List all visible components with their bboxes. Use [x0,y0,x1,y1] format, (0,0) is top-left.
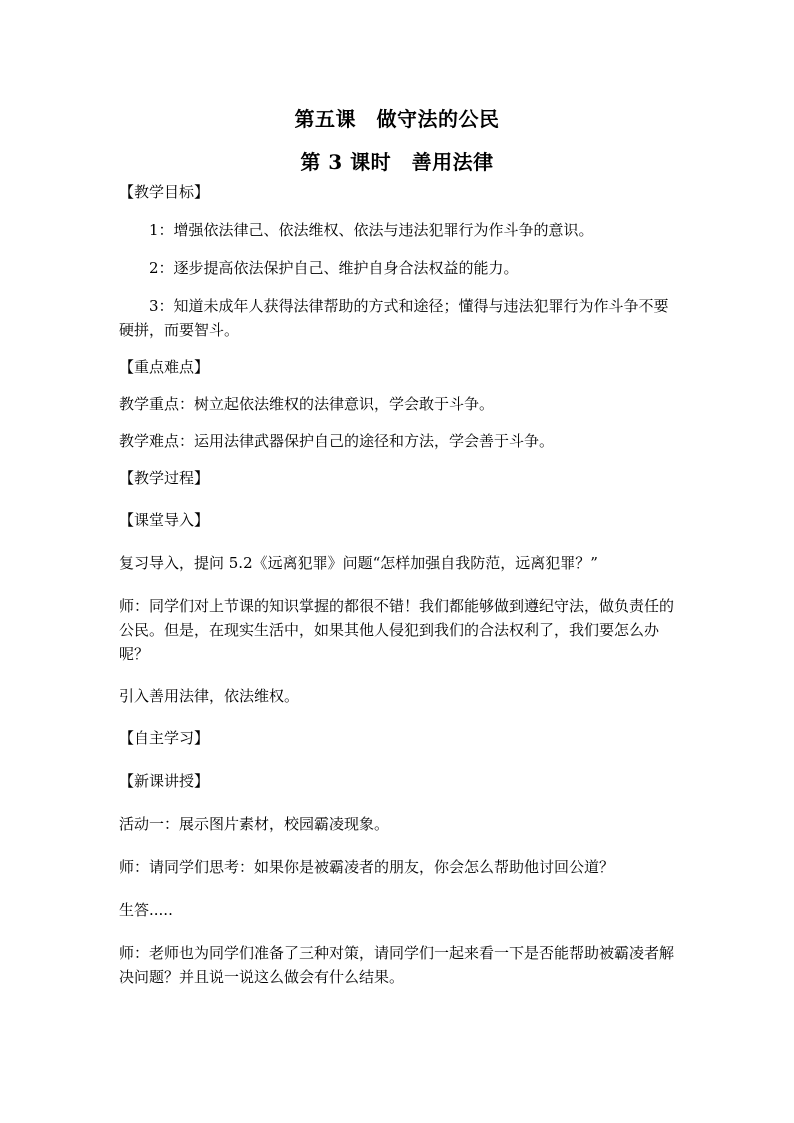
section-heading-key-points: 【重点难点】 [119,358,210,376]
lesson-subtitle: 第 3 课时 善用法律 [300,150,494,174]
key-point: 教学重点：树立起依法维权的法律意识，学会敢于斗争。 [119,395,495,413]
difficult-point: 教学难点：运用法律武器保护自己的途径和方法，学会善于斗争。 [119,432,555,450]
student-answer: 生答..... [119,901,173,919]
section-heading-self-study: 【自主学习】 [119,729,210,747]
intro-question: 复习导入，提问 5.2《远离犯罪》问题“怎样加强自我防范，远离犯罪？” [119,554,598,572]
section-heading-objectives: 【教学目标】 [119,183,210,201]
lesson-title: 第五课 做守法的公民 [294,107,500,131]
objective-1: 1：增强依法律己、依法维权、依法与违法犯罪行为作斗争的意识。 [149,221,594,239]
section-heading-intro: 【课堂导入】 [119,511,210,529]
section-heading-process: 【教学过程】 [119,469,210,487]
objective-2: 2：逐步提高依法保护自己、维护自身合法权益的能力。 [149,259,519,277]
intro-lead: 引入善用法律，依法维权。 [119,687,300,705]
objective-3: 3：知道未成年人获得法律帮助的方式和途径；懂得与违法犯罪行为作斗争不要硬拼，而要智斗。 [119,297,669,339]
activity-1: 活动一：展示图片素材，校园霸凌现象。 [119,815,390,833]
teacher-remark-1: 师：同学们对上节课的知识掌握的都很不错！我们都能够做到遵纪守法，做负责任的公民。但是，在现实生活中，如果其他人侵犯到我们的合法权利了，我们要怎么办呢？ [119,597,675,663]
teacher-remark-2: 师：老师也为同学们准备了三种对策，请同学们一起来看一下是否能帮助被霸凌者解决问题？并且说一说这么做会有什么结果。 [119,944,675,986]
section-heading-new-lesson: 【新课讲授】 [119,772,210,790]
teacher-question: 师：请同学们思考：如果你是被霸凌者的朋友，你会怎么帮助他讨回公道？ [119,858,615,876]
